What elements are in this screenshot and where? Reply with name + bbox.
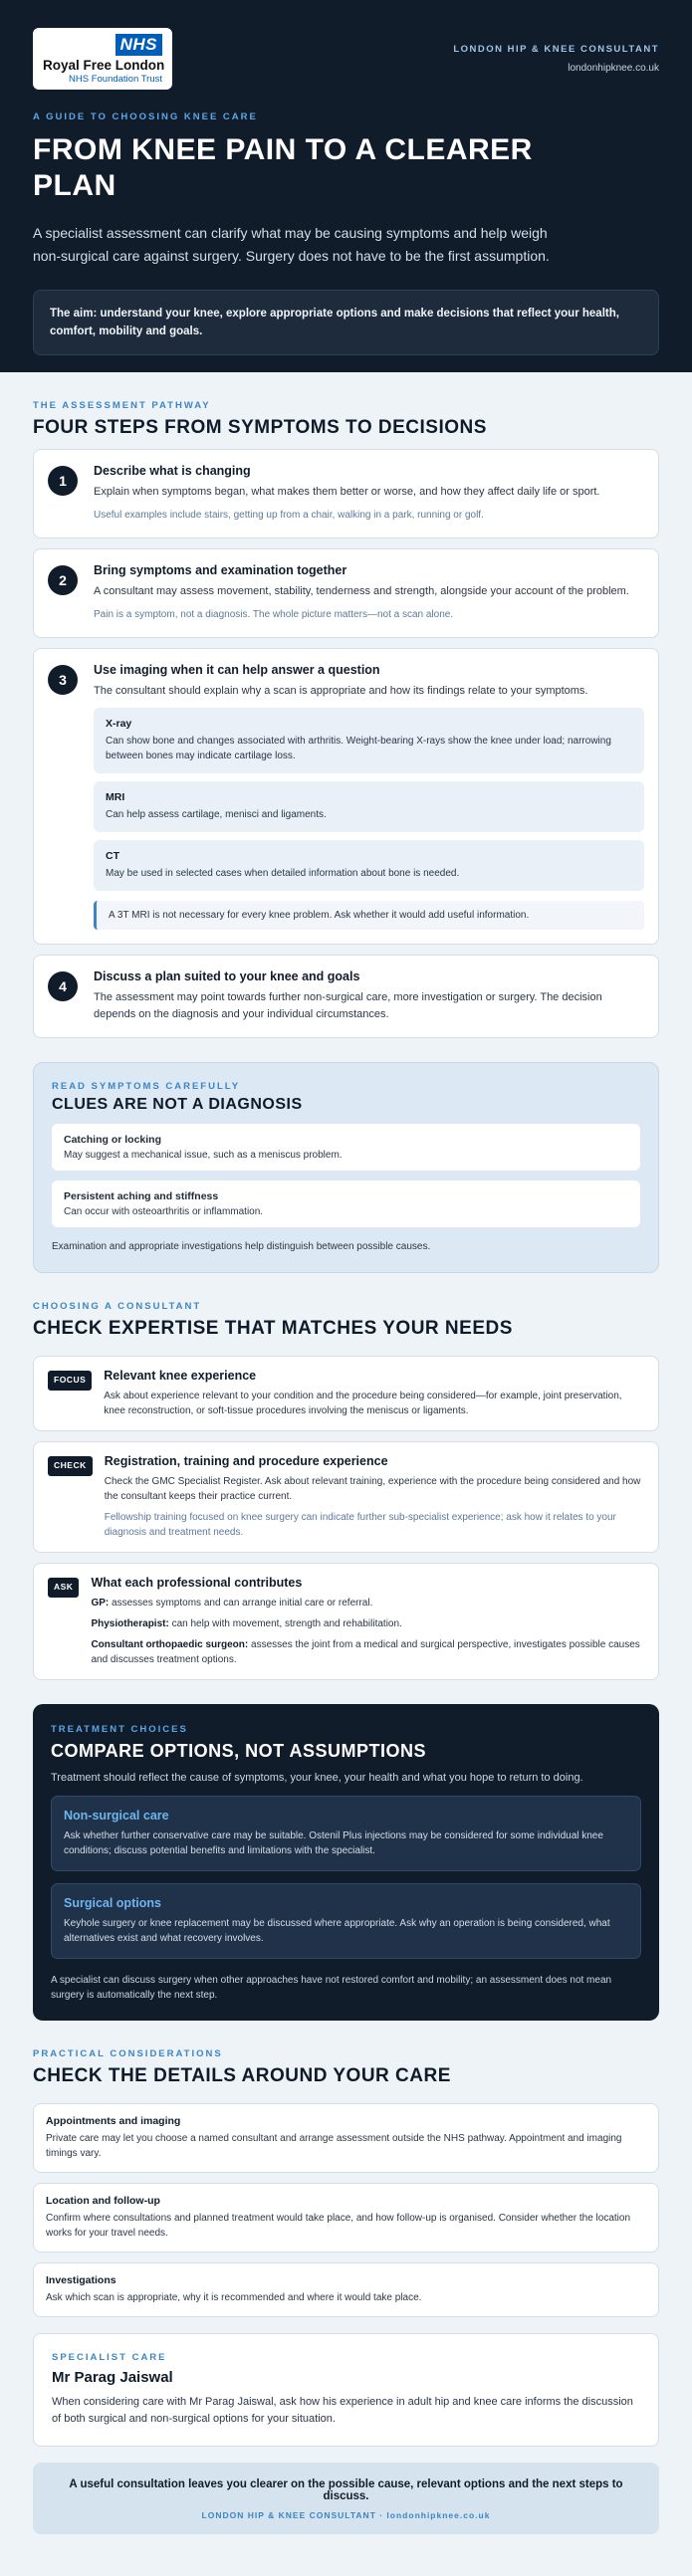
step-note: Pain is a symptom, not a diagnosis. The whole picture matters—not a scan alone. xyxy=(94,609,454,620)
step-number: 2 xyxy=(48,565,78,595)
step-number: 1 xyxy=(48,466,78,496)
step-1 xyxy=(33,449,659,538)
page-title: FROM KNEE PAIN TO A CLEARER PLAN xyxy=(33,133,533,202)
ask-card xyxy=(33,1563,659,1680)
focus-title: Relevant knee experience xyxy=(104,1369,257,1383)
clue-item xyxy=(52,1124,640,1171)
imaging-text: Can help assess cartilage, menisci and ligaments. xyxy=(106,809,327,820)
clues-box xyxy=(33,1062,659,1273)
imaging-title: X-ray xyxy=(106,718,132,730)
consultant-section xyxy=(0,1273,692,2021)
pathway-section xyxy=(0,372,692,1273)
detail-text: Ask which scan is appropriate, why it is recommended and where it would take place. xyxy=(46,2292,422,2303)
treatment-box xyxy=(33,1704,659,2021)
aim-box: The aim: understand your knee, explore appropriate options and make decisions that reflect your health, comfort, mobility and goals. xyxy=(33,290,659,355)
step-text: Explain when symptoms began, what makes them better or worse, and how they affect daily life or sport. xyxy=(94,486,600,498)
brand xyxy=(453,28,659,74)
detail-text: Private care may let you choose a named consultant and arrange assessment outside the NHS pathway. Appointment and imaging timings vary. xyxy=(46,2133,622,2159)
step-title: Bring symptoms and examination together xyxy=(94,563,347,577)
step-title: Describe what is changing xyxy=(94,464,251,478)
closing-text: A useful consultation leaves you clearer on the possible cause, relevant options and the next steps to discuss. xyxy=(69,2478,623,2502)
step-2 xyxy=(33,548,659,638)
option-title: Surgical options xyxy=(64,1896,161,1910)
step-text: A consultant may assess movement, stability, tenderness and strength, alongside your account of the problem. xyxy=(94,585,629,597)
practical-section xyxy=(0,2021,692,2576)
clue-title: Catching or locking xyxy=(64,1134,162,1146)
step-title: Discuss a plan suited to your knee and goals xyxy=(94,969,360,983)
treatment-title: COMPARE OPTIONS, NOT ASSUMPTIONS xyxy=(51,1741,427,1761)
clues-eyebrow: READ SYMPTOMS CAREFULLY xyxy=(52,1081,241,1092)
ask-title: What each professional contributes xyxy=(91,1576,303,1590)
imaging-text: Can show bone and changes associated with arthritis. Weight-bearing X-rays show the knee under load; narrowing between bones may indicate cartilage loss. xyxy=(106,736,611,761)
pathway-title: FOUR STEPS FROM SYMPTOMS TO DECISIONS xyxy=(33,417,487,438)
check-note: Fellowship training focused on knee surgery can indicate further sub-specialist experience; ask how it relates to your diagnosis and treatment needs. xyxy=(104,1512,616,1538)
specialist-name: Mr Parag Jaiswal xyxy=(52,2369,173,2386)
nhs-logo: NHS xyxy=(115,34,162,56)
ask-tag: ASK xyxy=(48,1578,79,1598)
clues-title: CLUES ARE NOT A DIAGNOSIS xyxy=(52,1096,303,1113)
step-note: Useful examples include stairs, getting up from a chair, walking in a park, running or golf. xyxy=(94,510,484,521)
check-text: Check the GMC Specialist Register. Ask about relevant training, experience with the procedure being considered and how the consultant keeps their practice current. xyxy=(104,1476,641,1502)
treatment-footnote: A specialist can discuss surgery when other approaches have not restored comfort and mobility; an assessment does not mean surgery is automatically the next step. xyxy=(51,1975,612,2001)
top-bar xyxy=(33,28,659,90)
detail-investigations xyxy=(33,2262,659,2317)
practical-eyebrow: PRACTICAL CONSIDERATIONS xyxy=(33,2048,223,2059)
brand-name: LONDON HIP & KNEE CONSULTANT xyxy=(453,44,659,55)
imaging-mri xyxy=(94,781,644,832)
check-title: Registration, training and procedure experience xyxy=(104,1454,388,1468)
imaging-text: May be used in selected cases when detailed information about bone is needed. xyxy=(106,868,460,879)
step-title: Use imaging when it can help answer a question xyxy=(94,663,380,677)
step-text: The consultant should explain why a scan is appropriate and how its findings relate to your symptoms. xyxy=(94,685,588,697)
consultant-eyebrow: CHOOSING A CONSULTANT xyxy=(33,1301,202,1312)
royal-free-logo xyxy=(33,28,172,90)
closing-banner xyxy=(33,2463,659,2534)
focus-card xyxy=(33,1356,659,1431)
imaging-ct xyxy=(94,840,644,891)
hero-eyebrow: A GUIDE TO CHOOSING KNEE CARE xyxy=(33,111,258,122)
specialist-card xyxy=(33,2333,659,2447)
clue-text: May suggest a mechanical issue, such as a meniscus problem. xyxy=(64,1150,343,1161)
practical-title: CHECK THE DETAILS AROUND YOUR CARE xyxy=(33,2065,451,2086)
imaging-xray xyxy=(94,708,644,773)
focus-tag: FOCUS xyxy=(48,1371,92,1391)
detail-title: Investigations xyxy=(46,2274,116,2286)
detail-text: Confirm where consultations and planned treatment would take place, and how follow-up is organised. Consider whether the location works for your travel needs. xyxy=(46,2213,631,2239)
step-text: The assessment may point towards further non-surgical care, more investigation or surgery. The decision depends on the diagnosis and your individual circumstances. xyxy=(94,991,602,1020)
option-text: Keyhole surgery or knee replacement may be discussed where appropriate. Ask why an operation is being considered, what alternatives exist and what recovery involves. xyxy=(64,1918,610,1944)
specialist-eyebrow: SPECIALIST CARE xyxy=(52,2352,167,2363)
brand-url[interactable]: londonhipknee.co.uk xyxy=(568,63,659,74)
detail-location xyxy=(33,2183,659,2253)
detail-title: Appointments and imaging xyxy=(46,2115,181,2127)
role-gp: GP: assesses symptoms and can arrange initial care or referral. xyxy=(91,1598,373,1609)
hero-section xyxy=(0,0,692,372)
option-text: Ask whether further conservative care may be suitable. Ostenil Plus injections may be considered for some individual knee conditions; discuss potential benefits and limitations with the specialist. xyxy=(64,1830,603,1856)
mri-note: A 3T MRI is not necessary for every knee problem. Ask whether it would add useful information. xyxy=(94,901,644,930)
logo-name: Royal Free London xyxy=(43,58,165,73)
treatment-lead: Treatment should reflect the cause of symptoms, your knee, your health and what you hope to return to doing. xyxy=(51,1772,583,1784)
logo-subtitle: NHS Foundation Trust xyxy=(69,74,162,85)
option-surgical xyxy=(51,1883,641,1959)
closing-signature: LONDON HIP & KNEE CONSULTANT · londonhipknee.co.uk xyxy=(201,2510,491,2520)
imaging-title: CT xyxy=(106,850,119,862)
step-3 xyxy=(33,648,659,945)
hero-lead: A specialist assessment can clarify what may be causing symptoms and help weigh non-surgical care against surgery. Surgery does not have to be the first assumption. xyxy=(33,225,550,264)
specialist-text: When considering care with Mr Parag Jaiswal, ask how his experience in adult hip and knee care informs the discussion of both surgical and non-surgical options for your situation. xyxy=(52,2396,633,2425)
detail-appointments xyxy=(33,2103,659,2173)
check-tag: CHECK xyxy=(48,1456,93,1476)
pathway-eyebrow: THE ASSESSMENT PATHWAY xyxy=(33,400,211,411)
check-card xyxy=(33,1441,659,1553)
clue-title: Persistent aching and stiffness xyxy=(64,1190,219,1202)
clues-footnote: Examination and appropriate investigations help distinguish between possible causes. xyxy=(52,1241,431,1252)
imaging-title: MRI xyxy=(106,791,125,803)
step-number: 3 xyxy=(48,665,78,695)
clue-item xyxy=(52,1181,640,1227)
role-surgeon: Consultant orthopaedic surgeon: assesses the joint from a medical and surgical perspective, investigates possible causes and discusses treatment options. xyxy=(91,1639,640,1665)
option-title: Non-surgical care xyxy=(64,1809,169,1823)
treatment-eyebrow: TREATMENT CHOICES xyxy=(51,1724,188,1735)
focus-text: Ask about experience relevant to your condition and the procedure being considered—for example, joint preservation, knee reconstruction, or soft-tissue procedures involving the meniscus or ligaments. xyxy=(104,1391,622,1416)
step-4 xyxy=(33,955,659,1038)
option-non-surgical xyxy=(51,1796,641,1871)
role-physio: Physiotherapist: can help with movement, strength and rehabilitation. xyxy=(91,1618,402,1629)
detail-title: Location and follow-up xyxy=(46,2195,160,2207)
clue-text: Can occur with osteoarthritis or inflammation. xyxy=(64,1206,264,1217)
step-number: 4 xyxy=(48,971,78,1001)
consultant-title: CHECK EXPERTISE THAT MATCHES YOUR NEEDS xyxy=(33,1318,513,1339)
